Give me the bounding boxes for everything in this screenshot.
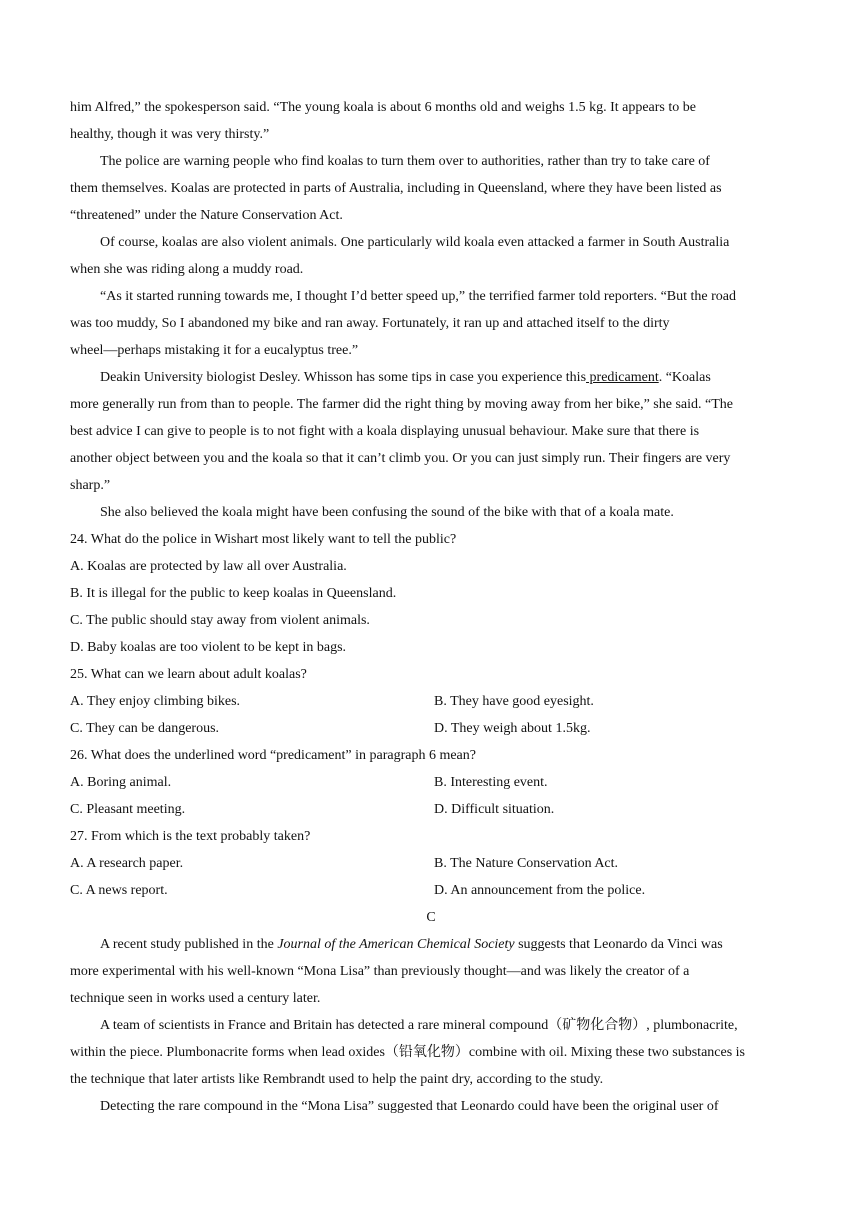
paragraph	[70, 148, 792, 229]
text-line: The police are warning people who find koalas to turn them over to authorities, rather than try to take care of	[100, 154, 710, 169]
option-row	[70, 877, 792, 904]
option-d: D. Difficult situation.	[434, 802, 555, 817]
text-segment: Deakin University biologist Desley. Whisson has some tips in case you experience this	[100, 370, 587, 385]
text-line: them themselves. Koalas are protected in parts of Australia, including in Queensland, where they have been listed as	[70, 181, 722, 196]
section-heading: C	[426, 910, 436, 925]
option-a: A. They enjoy climbing bikes.	[70, 694, 241, 709]
question-27	[70, 823, 792, 904]
option-a: A. Boring animal.	[70, 775, 172, 790]
text-line: “As it started running towards me, I thought I’d better speed up,” the terrified farmer told reporters. “But the road	[100, 289, 737, 304]
text-segment: A recent study published in the	[100, 937, 278, 952]
text-line: more generally run from than to people. The farmer did the right thing by moving away from her bike,” she said. “The	[70, 397, 733, 412]
text-line	[70, 931, 792, 958]
text-line: more experimental with his well-known “Mona Lisa” than previously thought—and was likely the creator of a	[70, 964, 690, 979]
journal-title: Journal of the American Chemical Society	[277, 937, 515, 952]
option-b: B. It is illegal for the public to keep koalas in Queensland.	[70, 586, 397, 601]
question-stem: 24. What do the police in Wishart most likely want to tell the public?	[70, 532, 457, 547]
option-b: B. The Nature Conservation Act.	[434, 856, 619, 871]
text-line: Detecting the rare compound in the “Mona Lisa” suggested that Leonardo could have been the original user of	[100, 1099, 719, 1114]
text-line: wheel—perhaps mistaking it for a eucalyptus tree.”	[70, 343, 359, 358]
option-b: B. They have good eyesight.	[434, 694, 594, 709]
text-line: healthy, though it was very thirsty.”	[70, 127, 270, 142]
text-line: Of course, koalas are also violent animals. One particularly wild koala even attacked a farmer in South Australia	[100, 235, 730, 250]
text-line: another object between you and the koala so that it can’t climb you. Or you can just simply run. Their fingers are very	[70, 451, 731, 466]
text-line: him Alfred,” the spokesperson said. “The young koala is about 6 months old and weighs 1.5 kg. It appears to be	[70, 100, 696, 115]
option-c: C. A news report.	[70, 883, 168, 898]
text-segment: suggests that Leonardo da Vinci was	[514, 937, 723, 952]
option-c: C. The public should stay away from violent animals.	[70, 613, 370, 628]
text-line	[70, 364, 792, 391]
document-page	[70, 94, 792, 1120]
option-d: D. They weigh about 1.5kg.	[434, 721, 591, 736]
option-c: C. Pleasant meeting.	[70, 802, 186, 817]
option-row	[70, 688, 792, 715]
option-c: C. They can be dangerous.	[70, 721, 220, 736]
paragraph	[70, 499, 792, 526]
paragraph	[70, 1012, 792, 1093]
text-line: sharp.”	[70, 478, 111, 493]
question-stem: 25. What can we learn about adult koalas?	[70, 667, 307, 682]
text-line: “threatened” under the Nature Conservation Act.	[70, 208, 343, 223]
text-line: best advice I can give to people is to not fight with a koala displaying unusual behaviour. Make sure that there is	[70, 424, 700, 439]
text-segment: . “Koalas	[658, 370, 711, 385]
text-line: technique seen in works used a century later.	[70, 991, 321, 1006]
question-stem: 26. What does the underlined word “predicament” in paragraph 6 mean?	[70, 748, 476, 763]
option-a: A. Koalas are protected by law all over Australia.	[70, 559, 347, 574]
option-a: A. A research paper.	[70, 856, 184, 871]
option-row	[70, 796, 792, 823]
option-d: D. An announcement from the police.	[434, 883, 646, 898]
underlined-word: predicament	[586, 370, 659, 385]
paragraph	[70, 1093, 792, 1120]
paragraph	[70, 364, 792, 499]
text-line: She also believed the koala might have been confusing the sound of the bike with that of a koala mate.	[100, 505, 674, 520]
paragraph	[70, 283, 792, 364]
paragraph	[70, 931, 792, 1012]
paragraph	[70, 229, 792, 283]
text-line: when she was riding along a muddy road.	[70, 262, 304, 277]
text-line: was too muddy, So I abandoned my bike and ran away. Fortunately, it ran up and attached itself to the dirty	[70, 316, 670, 331]
question-26	[70, 742, 792, 823]
text-line: A team of scientists in France and Britain has detected a rare mineral compound（矿物化合物）, plumbonacrite,	[100, 1018, 738, 1033]
option-row	[70, 769, 792, 796]
question-stem: 27. From which is the text probably taken?	[70, 829, 311, 844]
paragraph	[70, 94, 792, 148]
option-b: B. Interesting event.	[434, 775, 548, 790]
text-line: the technique that later artists like Rembrandt used to help the paint dry, according to the study.	[70, 1072, 604, 1087]
question-24	[70, 526, 792, 661]
option-d: D. Baby koalas are too violent to be kept in bags.	[70, 640, 347, 655]
option-row	[70, 850, 792, 877]
question-25	[70, 661, 792, 742]
text-line: within the piece. Plumbonacrite forms when lead oxides（铅氧化物）combine with oil. Mixing these two substances is	[70, 1045, 746, 1060]
option-row	[70, 715, 792, 742]
